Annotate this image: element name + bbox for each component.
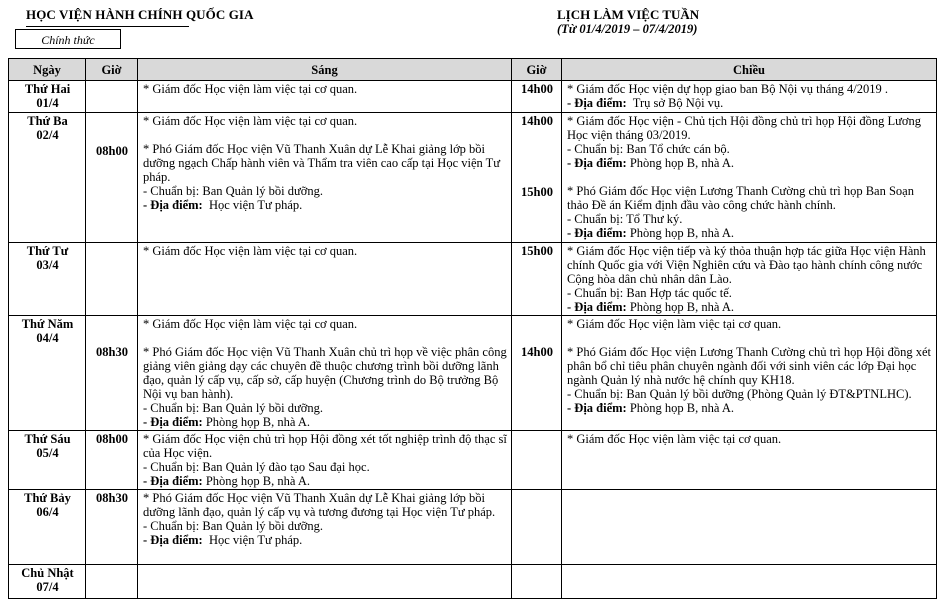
day-date: 05/4 — [36, 446, 59, 460]
day-cell — [9, 81, 86, 113]
location-label: - Địa điểm: — [567, 401, 627, 415]
afternoon-time-cell — [512, 490, 562, 565]
morning-time-cell — [86, 81, 138, 113]
entry-line — [567, 387, 932, 401]
entry-text: Trụ sở Bộ Nội vụ. — [626, 96, 724, 110]
morning-time-cell — [86, 113, 138, 243]
location-label: - Địa điểm: — [143, 198, 203, 212]
day-cell — [9, 316, 86, 431]
entry-line — [567, 156, 932, 170]
morning-time: 08h30 — [96, 345, 128, 359]
schedule-body — [9, 81, 937, 599]
entry-text: Phòng họp B, nhà A. — [626, 156, 735, 170]
col-header-time-morning: Giờ — [86, 59, 138, 81]
entry-line — [567, 226, 932, 240]
schedule-entry — [567, 244, 932, 314]
entry-text: * Giám đốc Học viện làm việc tại cơ quan. — [567, 317, 782, 331]
table-row — [9, 113, 937, 243]
entry-line — [143, 198, 507, 212]
entry-line — [143, 345, 510, 401]
day-date: 01/4 — [36, 96, 59, 110]
entry-text: Phòng họp B, nhà A. — [626, 300, 735, 314]
entry-text: * Phó Giám đốc Học viện Lương Thanh Cường chủ trì họp Ban Soạn thảo Đề án Kiểm định đầu vào công chức hành chính. — [567, 184, 918, 212]
status-badge: Chính thức — [15, 29, 121, 49]
col-header-morning: Sáng — [138, 59, 512, 81]
afternoon-time-cell — [512, 113, 562, 243]
table-row — [9, 431, 937, 490]
day-cell — [9, 431, 86, 490]
entry-text: - Chuẩn bị: Ban Quản lý đào tạo Sau đại học. — [143, 460, 370, 474]
entry-text: - Chuẩn bị: Ban Quản lý bồi dưỡng. — [143, 401, 324, 415]
schedule-entry — [143, 142, 507, 212]
entry-text: - Chuẩn bị: Ban Quản lý bồi dưỡng (Phòng Quản lý ĐT&PTNLHC). — [567, 387, 912, 401]
org-underline — [26, 26, 189, 27]
entry-text: - Chuẩn bị: Tổ Thư ký. — [567, 212, 683, 226]
afternoon-cell — [562, 565, 937, 599]
morning-cell — [138, 113, 512, 243]
entry-text: Học viện Tư pháp. — [202, 198, 303, 212]
entry-text: * Giám đốc Học viện làm việc tại cơ quan. — [143, 114, 358, 128]
entry-line — [567, 300, 932, 314]
location-label: - Địa điểm: — [143, 415, 203, 429]
afternoon-cell — [562, 81, 937, 113]
afternoon-cell — [562, 113, 937, 243]
afternoon-time: 14h00 — [521, 345, 553, 359]
day-date: 07/4 — [36, 580, 59, 594]
day-cell — [9, 243, 86, 316]
entry-text: * Giám đốc Học viện làm việc tại cơ quan. — [143, 82, 358, 96]
entry-text: * Phó Giám đốc Học viện Vũ Thanh Xuân dự Lễ Khai giảng lớp bồi dưỡng ngạch Chấp hành viên và Thẩm tra viên cao cấp tại Học viện Tư pháp. — [143, 142, 504, 184]
entry-text: * Giám đốc Học viện tiếp và ký thỏa thuận hợp tác giữa Học viện Hành chính Quốc gia với Viện Nghiên cứu và Đào tạo hành chính công nước Cộng hòa dân chủ nhân dân Lào. — [567, 244, 929, 286]
afternoon-cell — [562, 243, 937, 316]
schedule-entry — [567, 82, 932, 110]
entry-line — [143, 460, 507, 474]
entry-text: * Giám đốc Học viện - Chủ tịch Hội đồng chủ trì họp Hội đồng Lương Học viện tháng 03/2019. — [567, 114, 925, 142]
morning-time-cell — [86, 316, 138, 431]
entry-line — [567, 317, 932, 331]
morning-time: 08h00 — [96, 144, 128, 158]
entry-line — [567, 401, 932, 415]
afternoon-time-cell — [512, 81, 562, 113]
afternoon-time-cell — [512, 431, 562, 490]
page-title: LỊCH LÀM VIỆC TUẦN — [557, 7, 700, 22]
afternoon-time-cell — [512, 565, 562, 599]
entry-line — [143, 317, 507, 331]
schedule-entry — [143, 317, 507, 331]
morning-cell — [138, 243, 512, 316]
morning-cell — [138, 81, 512, 113]
entry-line — [143, 82, 507, 96]
entry-line — [143, 184, 507, 198]
table-header-row — [9, 59, 937, 81]
col-header-afternoon: Chiều — [562, 59, 937, 81]
location-label: - Địa điểm: — [567, 226, 627, 240]
location-label: - Địa điểm: — [567, 96, 627, 110]
afternoon-time: 15h00 — [521, 185, 553, 199]
entry-text: - Chuẩn bị: Ban Quản lý bồi dưỡng. — [143, 184, 324, 198]
schedule-table — [8, 58, 937, 599]
day-name: Thứ Hai — [24, 82, 71, 96]
schedule-entry — [567, 317, 932, 331]
schedule-entry — [567, 432, 932, 446]
entry-text: Phòng họp B, nhà A. — [626, 401, 735, 415]
entry-text: * Giám đốc Học viện làm việc tại cơ quan. — [567, 432, 782, 446]
schedule-entry — [567, 345, 935, 415]
entry-line — [567, 286, 932, 300]
document-header — [0, 0, 943, 58]
schedule-entry — [143, 114, 507, 128]
morning-time: 08h00 — [96, 432, 128, 446]
morning-cell — [138, 565, 512, 599]
morning-time-cell — [86, 431, 138, 490]
day-name: Chủ Nhật — [21, 566, 74, 580]
afternoon-time-cell — [512, 316, 562, 431]
day-name: Thứ Năm — [21, 317, 74, 331]
afternoon-cell — [562, 316, 937, 431]
morning-time-cell — [86, 243, 138, 316]
entry-text: * Phó Giám đốc Học viện Lương Thanh Cường chủ trì họp Hội đồng xét phân bổ chỉ tiêu phân chuyên ngành đối với sinh viên các lớp Đại học ngành Quản lý nhà nước hệ chính quy KH18. — [567, 345, 935, 387]
afternoon-time-cell — [512, 243, 562, 316]
schedule-entry — [143, 432, 510, 488]
entry-line — [567, 345, 935, 387]
location-label: - Địa điểm: — [143, 533, 203, 547]
entry-text: * Giám đốc Học viện làm việc tại cơ quan. — [143, 317, 358, 331]
entry-line — [567, 244, 932, 286]
table-row — [9, 490, 937, 565]
schedule-entry — [143, 244, 507, 258]
entry-text: Học viện Tư pháp. — [202, 533, 303, 547]
entry-line — [143, 491, 507, 519]
entry-text: Phòng họp B, nhà A. — [626, 226, 735, 240]
day-name: Thứ Sáu — [24, 432, 71, 446]
entry-line — [143, 142, 507, 184]
org-name: HỌC VIỆN HÀNH CHÍNH QUỐC GIA — [26, 7, 254, 22]
entry-line — [567, 432, 932, 446]
location-label: - Địa điểm: — [567, 156, 627, 170]
table-row — [9, 316, 937, 431]
entry-line — [567, 82, 932, 96]
entry-text: * Giám đốc Học viện làm việc tại cơ quan. — [143, 244, 358, 258]
entry-line — [143, 415, 507, 429]
day-date: 02/4 — [36, 128, 59, 142]
day-cell — [9, 565, 86, 599]
afternoon-time: 14h00 — [521, 114, 553, 128]
day-cell — [9, 490, 86, 565]
entry-line — [567, 114, 932, 142]
afternoon-cell — [562, 431, 937, 490]
entry-line — [567, 184, 932, 212]
day-cell — [9, 113, 86, 243]
entry-text: Phòng họp B, nhà A. — [202, 415, 311, 429]
day-name: Thứ Ba — [27, 114, 68, 128]
morning-time-cell — [86, 490, 138, 565]
schedule-entry — [143, 82, 507, 96]
entry-text: - Chuẩn bị: Ban Tổ chức cán bộ. — [567, 142, 730, 156]
schedule-entry — [143, 345, 510, 429]
entry-text: - Chuẩn bị: Ban Hợp tác quốc tế. — [567, 286, 732, 300]
entry-text: - Chuẩn bị: Ban Quản lý bồi dưỡng. — [143, 519, 324, 533]
day-date: 03/4 — [36, 258, 59, 272]
afternoon-cell — [562, 490, 937, 565]
col-header-day: Ngày — [9, 59, 86, 81]
table-row — [9, 565, 937, 599]
day-date: 06/4 — [36, 505, 59, 519]
entry-line — [143, 114, 507, 128]
entry-line — [143, 432, 510, 460]
entry-line — [567, 142, 932, 156]
entry-line — [143, 244, 507, 258]
entry-line — [143, 519, 507, 533]
afternoon-time: 14h00 — [521, 82, 553, 96]
entry-line — [567, 212, 932, 226]
morning-cell — [138, 431, 512, 490]
entry-text: * Giám đốc Học viện dự họp giao ban Bộ Nội vụ tháng 4/2019 . — [567, 82, 888, 96]
schedule-entry — [567, 114, 932, 170]
morning-time-cell — [86, 565, 138, 599]
entry-text: Phòng họp B, nhà A. — [202, 474, 311, 488]
entry-text: * Phó Giám đốc Học viện Vũ Thanh Xuân dự Lễ Khai giảng lớp bồi dưỡng lãnh đạo, quản lý cấp vụ và tương đương tại Học viện Tư pháp. — [143, 491, 496, 519]
morning-cell — [138, 316, 512, 431]
schedule-entry — [567, 184, 932, 240]
entry-line — [143, 533, 507, 547]
entry-line — [143, 401, 507, 415]
morning-time: 08h30 — [96, 491, 128, 505]
col-header-time-afternoon: Giờ — [512, 59, 562, 81]
entry-line — [567, 96, 932, 110]
location-label: - Địa điểm: — [143, 474, 203, 488]
day-name: Thứ Bảy — [24, 491, 71, 505]
location-label: - Địa điểm: — [567, 300, 627, 314]
date-range: (Từ 01/4/2019 – 07/4/2019) — [557, 22, 698, 36]
morning-cell — [138, 490, 512, 565]
entry-line — [143, 474, 507, 488]
table-row — [9, 81, 937, 113]
table-row — [9, 243, 937, 316]
day-name: Thứ Tư — [26, 244, 69, 258]
schedule-entry — [143, 491, 507, 547]
afternoon-time: 15h00 — [521, 244, 553, 258]
entry-text: * Giám đốc Học viện chủ trì họp Hội đồng xét tốt nghiệp trình độ thạc sĩ của Học viện. — [143, 432, 510, 460]
day-date: 04/4 — [36, 331, 59, 345]
entry-text: * Phó Giám đốc Học viện Vũ Thanh Xuân chủ trì họp về việc phân công giảng viên giảng dạy các chuyên đề thuộc chương trình bồi dưỡng lãnh đạo, quản lý cấp vụ, cấp sở, cấp huyện (Chương trình do Bộ trưởng Bộ Nội vụ ban hành). — [143, 345, 510, 401]
